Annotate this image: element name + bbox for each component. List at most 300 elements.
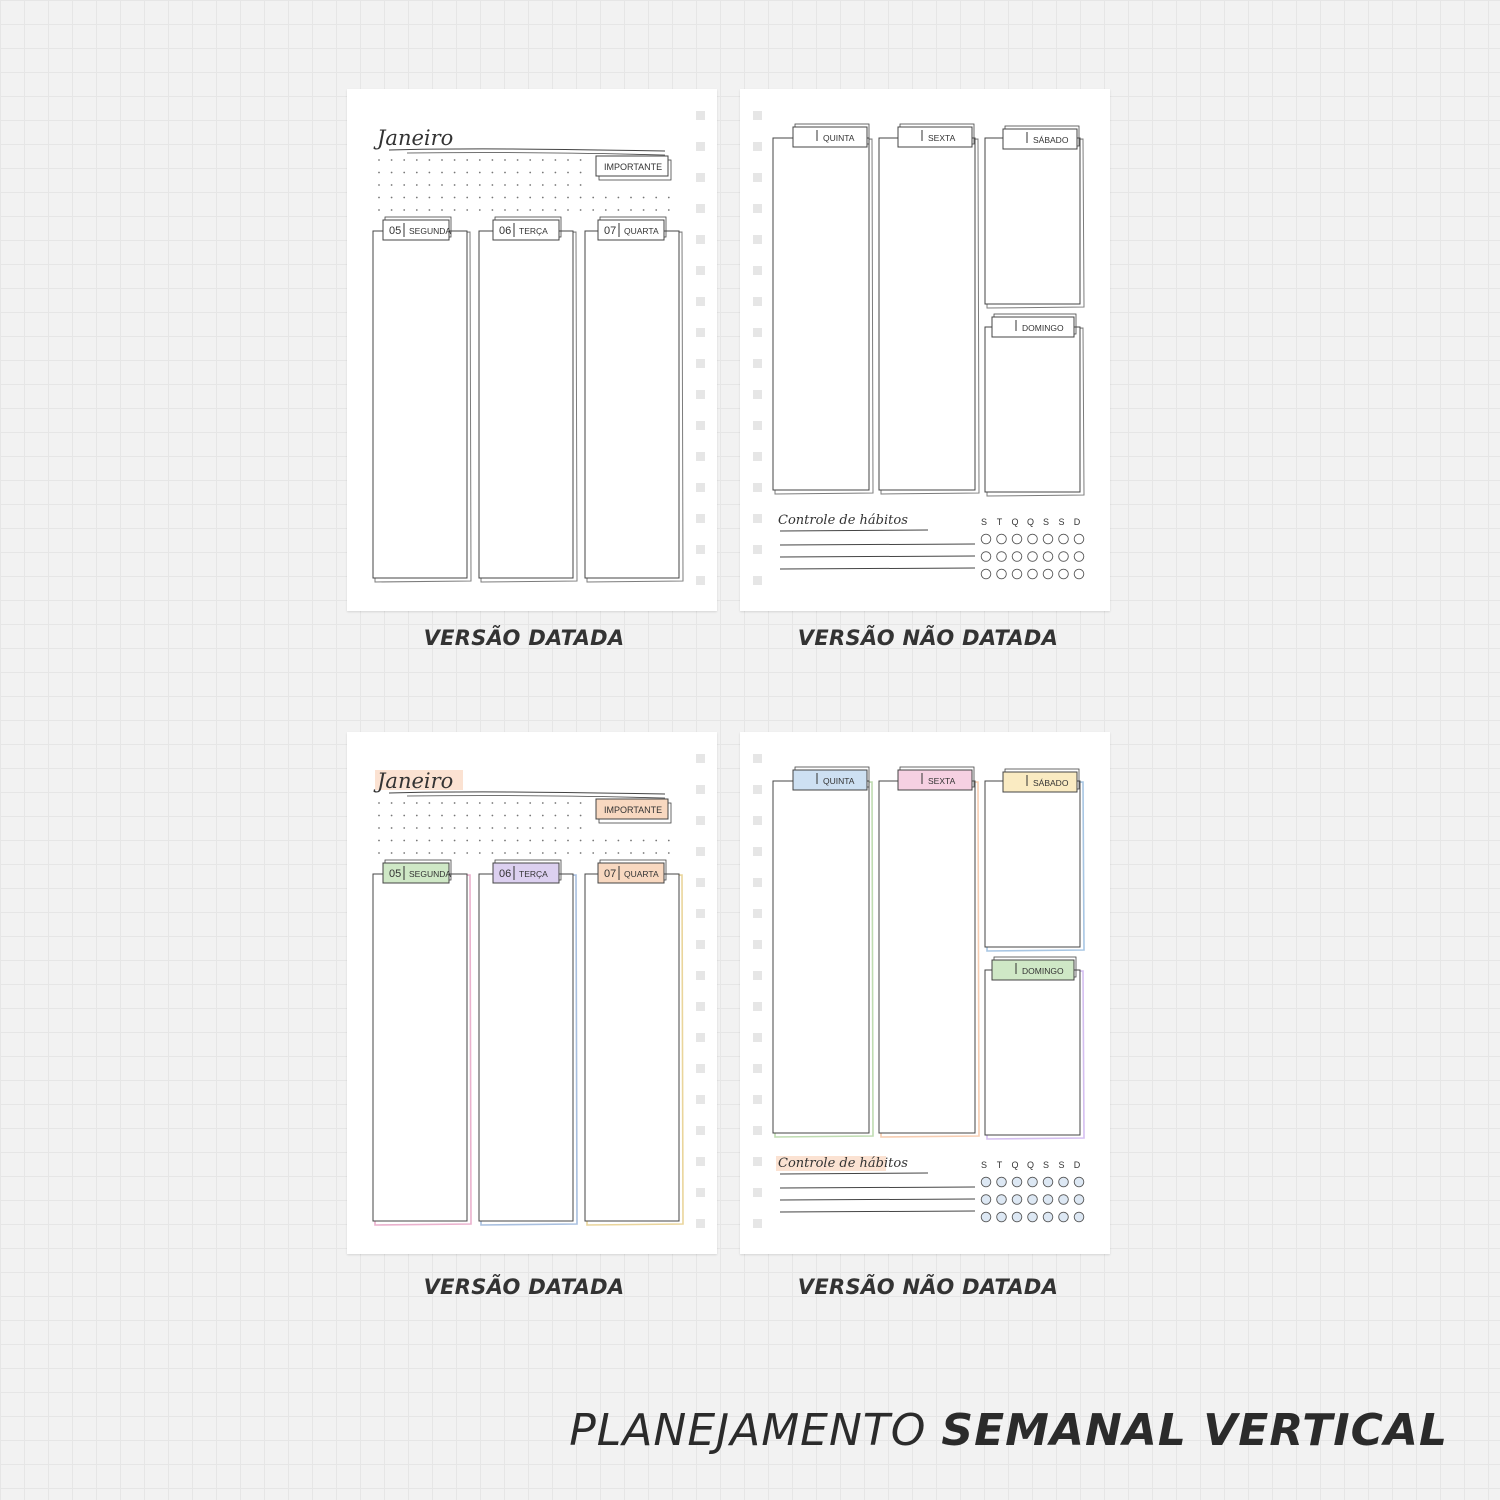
caption-undated-monochrome: VERSÃO NÃO DATADA (797, 626, 1059, 650)
ring-hole (696, 452, 705, 461)
footer-title (569, 1405, 1448, 1456)
ring-hole (696, 328, 705, 337)
habit-circle (997, 552, 1007, 562)
grid-dot (580, 840, 582, 842)
ring-hole (696, 1219, 705, 1228)
habit-circle (1074, 569, 1084, 579)
grid-dot (416, 840, 418, 842)
habit-line (780, 1187, 975, 1188)
grid-dot (416, 209, 418, 211)
ring-hole (753, 452, 762, 461)
title-underline (407, 153, 665, 155)
weekday-letter: Q (1026, 517, 1035, 527)
grid-dot (391, 172, 393, 174)
grid-dot (479, 197, 481, 199)
grid-dot (542, 802, 544, 804)
caption-dated-monochrome: VERSÃO DATADA (423, 626, 625, 650)
grid-dot (580, 197, 582, 199)
grid-dot (517, 802, 519, 804)
habit-circle (981, 569, 991, 579)
grid-dot (441, 852, 443, 854)
day-column (879, 138, 975, 490)
grid-dot (441, 827, 443, 829)
ring-hole (696, 1033, 705, 1042)
grid-dot (504, 172, 506, 174)
grid-dot (492, 209, 494, 211)
ring-hole (753, 576, 762, 585)
grid-dot (403, 802, 405, 804)
habit-line (780, 1211, 975, 1212)
grid-dot (580, 802, 582, 804)
grid-dot (567, 197, 569, 199)
habit-circle (1012, 534, 1022, 544)
grid-dot (567, 159, 569, 161)
habit-circle (1028, 1212, 1038, 1222)
ring-hole (696, 971, 705, 980)
grid-dot (429, 802, 431, 804)
grid-dot (630, 197, 632, 199)
habit-circle (1028, 1177, 1038, 1187)
day-column (585, 231, 679, 578)
grid-dot (655, 209, 657, 211)
weekday-letter: S (1042, 517, 1050, 527)
grid-dot (529, 172, 531, 174)
grid-dot (630, 840, 632, 842)
grid-dot (668, 209, 670, 211)
grid-dot (403, 197, 405, 199)
grid-dot (479, 815, 481, 817)
page-drawing (740, 732, 1110, 1254)
grid-dot (403, 172, 405, 174)
ring-hole (753, 909, 762, 918)
grid-dot (416, 184, 418, 186)
caption-undated-colored: VERSÃO NÃO DATADA (797, 1275, 1059, 1299)
grid-dot (555, 159, 557, 161)
grid-dot (580, 209, 582, 211)
important-label: IMPORTANTE (604, 162, 663, 172)
grid-dot (580, 159, 582, 161)
day-name: SEGUNDA (409, 869, 452, 879)
planner-page-dated-colored (347, 732, 717, 1254)
grid-dot (391, 815, 393, 817)
ring-hole (753, 142, 762, 151)
habit-circle (1074, 1212, 1084, 1222)
habit-circle (1012, 552, 1022, 562)
grid-dot (466, 209, 468, 211)
day-column (773, 781, 869, 1133)
habits-underline (780, 1173, 928, 1174)
day-column (985, 970, 1080, 1135)
month-title: Janeiro (377, 769, 454, 793)
habit-circle (1012, 1212, 1022, 1222)
grid-dot (492, 172, 494, 174)
grid-dot (643, 209, 645, 211)
ring-hole (753, 328, 762, 337)
grid-dot (454, 159, 456, 161)
day-name: DOMINGO (1022, 966, 1064, 976)
ring-hole (696, 754, 705, 763)
grid-dot (391, 840, 393, 842)
habit-circle (1059, 1212, 1069, 1222)
habit-circle (997, 1212, 1007, 1222)
ring-hole (753, 847, 762, 856)
habit-circle (1028, 552, 1038, 562)
grid-dot (567, 827, 569, 829)
grid-dot (605, 840, 607, 842)
grid-dot (605, 209, 607, 211)
planner-page-undated-monochrome (740, 89, 1110, 611)
weekday-letter: T (996, 517, 1003, 527)
habit-line (780, 568, 975, 569)
grid-dot (517, 840, 519, 842)
grid-dot (555, 827, 557, 829)
ring-hole (696, 816, 705, 825)
grid-dot (403, 827, 405, 829)
habits-title: Controle de hábitos (778, 1156, 908, 1171)
grid-dot (492, 197, 494, 199)
grid-dot (555, 852, 557, 854)
day-name: QUARTA (624, 226, 659, 236)
habit-circle (981, 552, 991, 562)
grid-dot (555, 197, 557, 199)
grid-dot (454, 197, 456, 199)
habit-circle (1059, 534, 1069, 544)
habit-circle (997, 569, 1007, 579)
grid-dot (378, 209, 380, 211)
grid-dot (441, 197, 443, 199)
grid-dot (378, 802, 380, 804)
habit-circle (1028, 534, 1038, 544)
grid-dot (391, 159, 393, 161)
planner-page-undated-colored (740, 732, 1110, 1254)
habit-circle (1043, 552, 1053, 562)
grid-dot (655, 840, 657, 842)
day-name: SÁBADO (1033, 135, 1069, 145)
grid-dot (504, 184, 506, 186)
day-column (479, 231, 573, 578)
ring-hole (753, 483, 762, 492)
grid-dot (542, 827, 544, 829)
grid-dot (479, 802, 481, 804)
habit-circle (997, 1177, 1007, 1187)
grid-dot (403, 815, 405, 817)
ring-hole (696, 909, 705, 918)
day-number: 05 (389, 868, 402, 880)
habit-circle (1059, 1177, 1069, 1187)
habit-circle (1074, 1177, 1084, 1187)
important-label: IMPORTANTE (604, 805, 663, 815)
grid-dot (580, 827, 582, 829)
grid-dot (504, 802, 506, 804)
grid-dot (504, 159, 506, 161)
ring-hole (753, 545, 762, 554)
grid-dot (466, 197, 468, 199)
grid-dot (492, 802, 494, 804)
ring-hole (696, 940, 705, 949)
weekday-letter: D (1073, 517, 1081, 527)
grid-dot (391, 184, 393, 186)
ring-hole (753, 1219, 762, 1228)
habit-line (780, 556, 975, 557)
footer-title-bold: SEMANAL VERTICAL (941, 1405, 1448, 1456)
ring-hole (696, 1157, 705, 1166)
grid-dot (378, 852, 380, 854)
weekday-letter: T (996, 1160, 1003, 1170)
ring-hole (696, 878, 705, 887)
grid-dot (403, 159, 405, 161)
grid-dot (517, 815, 519, 817)
grid-dot (492, 815, 494, 817)
ring-hole (696, 514, 705, 523)
grid-dot (441, 802, 443, 804)
grid-dot (479, 209, 481, 211)
grid-dot (492, 827, 494, 829)
grid-dot (504, 209, 506, 211)
habit-circle (1028, 1195, 1038, 1205)
ring-hole (696, 545, 705, 554)
grid-dot (555, 802, 557, 804)
grid-dot (567, 815, 569, 817)
ring-hole (753, 1126, 762, 1135)
grid-dot (592, 852, 594, 854)
ring-hole (753, 266, 762, 275)
habit-line (780, 1199, 975, 1200)
grid-dot (441, 209, 443, 211)
grid-dot (580, 815, 582, 817)
ring-hole (753, 421, 762, 430)
grid-dot (618, 852, 620, 854)
weekday-letter: Q (1026, 1160, 1035, 1170)
grid-dot (529, 197, 531, 199)
grid-dot (429, 197, 431, 199)
ring-hole (753, 514, 762, 523)
grid-dot (517, 209, 519, 211)
ring-hole (753, 235, 762, 244)
grid-dot (504, 815, 506, 817)
habit-circle (1074, 552, 1084, 562)
grid-dot (517, 172, 519, 174)
grid-dot (429, 852, 431, 854)
grid-dot (454, 852, 456, 854)
grid-dot (466, 815, 468, 817)
grid-dot (454, 802, 456, 804)
weekday-letter: S (980, 517, 988, 527)
ring-hole (696, 785, 705, 794)
habit-circle (981, 1195, 991, 1205)
grid-dot (479, 159, 481, 161)
grid-dot (592, 209, 594, 211)
grid-dot (592, 197, 594, 199)
grid-dot (454, 815, 456, 817)
grid-dot (391, 852, 393, 854)
grid-dot (529, 184, 531, 186)
grid-dot (542, 184, 544, 186)
grid-dot (668, 852, 670, 854)
day-name: QUARTA (624, 869, 659, 879)
ring-hole (696, 235, 705, 244)
ring-hole (696, 111, 705, 120)
ring-hole (696, 297, 705, 306)
grid-dot (454, 172, 456, 174)
grid-dot (479, 827, 481, 829)
grid-dot (643, 852, 645, 854)
day-column (985, 138, 1080, 304)
grid-dot (466, 184, 468, 186)
habit-circle (1059, 552, 1069, 562)
grid-dot (466, 172, 468, 174)
grid-dot (529, 802, 531, 804)
grid-dot (391, 197, 393, 199)
grid-dot (466, 852, 468, 854)
grid-dot (580, 184, 582, 186)
ring-hole (696, 1188, 705, 1197)
ring-hole (753, 173, 762, 182)
month-title: Janeiro (377, 126, 454, 150)
habit-circle (981, 534, 991, 544)
grid-dot (542, 852, 544, 854)
habit-circle (1074, 1195, 1084, 1205)
grid-dot (668, 840, 670, 842)
ring-hole (753, 816, 762, 825)
grid-dot (517, 852, 519, 854)
grid-dot (555, 815, 557, 817)
habit-circle (981, 1177, 991, 1187)
grid-dot (378, 159, 380, 161)
grid-dot (529, 209, 531, 211)
grid-dot (555, 840, 557, 842)
grid-dot (403, 840, 405, 842)
ring-hole (753, 1157, 762, 1166)
ring-hole (696, 390, 705, 399)
grid-dot (454, 840, 456, 842)
ring-hole (696, 204, 705, 213)
grid-dot (416, 852, 418, 854)
ring-hole (753, 940, 762, 949)
ring-hole (696, 173, 705, 182)
weekday-letter: S (1058, 1160, 1065, 1170)
ring-hole (696, 1095, 705, 1104)
weekday-letter: S (1058, 517, 1065, 527)
day-column (373, 231, 467, 578)
grid-dot (441, 159, 443, 161)
habits-underline (780, 530, 928, 531)
grid-dot (655, 852, 657, 854)
grid-dot (567, 840, 569, 842)
grid-dot (441, 815, 443, 817)
grid-dot (542, 159, 544, 161)
ring-hole (753, 359, 762, 368)
day-number: 05 (389, 225, 402, 237)
ring-hole (696, 1126, 705, 1135)
grid-dot (542, 840, 544, 842)
grid-dot (517, 827, 519, 829)
habit-circle (1012, 1195, 1022, 1205)
grid-dot (454, 209, 456, 211)
day-column (373, 874, 467, 1221)
habit-circle (1059, 1195, 1069, 1205)
grid-dot (479, 852, 481, 854)
grid-dot (416, 802, 418, 804)
grid-dot (403, 184, 405, 186)
ring-hole (753, 1095, 762, 1104)
weekday-letter: Q (1011, 517, 1019, 527)
ring-hole (753, 1188, 762, 1197)
grid-dot (504, 852, 506, 854)
day-column (985, 327, 1080, 492)
grid-dot (605, 852, 607, 854)
day-name: SEXTA (928, 133, 956, 143)
grid-dot (466, 827, 468, 829)
habit-circle (1012, 569, 1022, 579)
grid-dot (655, 197, 657, 199)
grid-dot (479, 172, 481, 174)
grid-dot (378, 815, 380, 817)
day-column (985, 781, 1080, 947)
grid-dot (529, 827, 531, 829)
grid-dot (643, 840, 645, 842)
habit-circle (997, 1195, 1007, 1205)
grid-dot (542, 815, 544, 817)
grid-dot (567, 172, 569, 174)
grid-dot (378, 197, 380, 199)
grid-dot (618, 197, 620, 199)
day-name: SEGUNDA (409, 226, 452, 236)
grid-dot (580, 172, 582, 174)
grid-dot (441, 184, 443, 186)
weekday-letter: S (1042, 1160, 1050, 1170)
grid-dot (605, 197, 607, 199)
ring-hole (753, 1033, 762, 1042)
grid-dot (492, 159, 494, 161)
day-name: TERÇA (519, 869, 548, 879)
ring-hole (696, 266, 705, 275)
ring-hole (696, 847, 705, 856)
grid-dot (542, 209, 544, 211)
habit-line (780, 544, 975, 545)
grid-dot (492, 852, 494, 854)
grid-dot (618, 209, 620, 211)
grid-dot (567, 184, 569, 186)
grid-dot (529, 840, 531, 842)
grid-dot (429, 209, 431, 211)
day-column (773, 138, 869, 490)
grid-dot (542, 197, 544, 199)
grid-dot (668, 197, 670, 199)
habit-circle (997, 534, 1007, 544)
ring-hole (753, 297, 762, 306)
grid-dot (492, 184, 494, 186)
grid-dot (504, 197, 506, 199)
habit-circle (1043, 569, 1053, 579)
grid-dot (429, 184, 431, 186)
ring-hole (753, 1002, 762, 1011)
grid-dot (479, 840, 481, 842)
grid-dot (416, 197, 418, 199)
grid-dot (592, 840, 594, 842)
grid-dot (643, 197, 645, 199)
ring-hole (753, 111, 762, 120)
ring-hole (753, 204, 762, 213)
day-number: 07 (604, 225, 617, 237)
weekday-letter: S (980, 1160, 988, 1170)
habit-circle (1043, 534, 1053, 544)
habit-circle (1028, 569, 1038, 579)
grid-dot (416, 827, 418, 829)
grid-dot (391, 209, 393, 211)
grid-dot (529, 852, 531, 854)
habit-circle (1043, 1177, 1053, 1187)
ring-hole (696, 1002, 705, 1011)
